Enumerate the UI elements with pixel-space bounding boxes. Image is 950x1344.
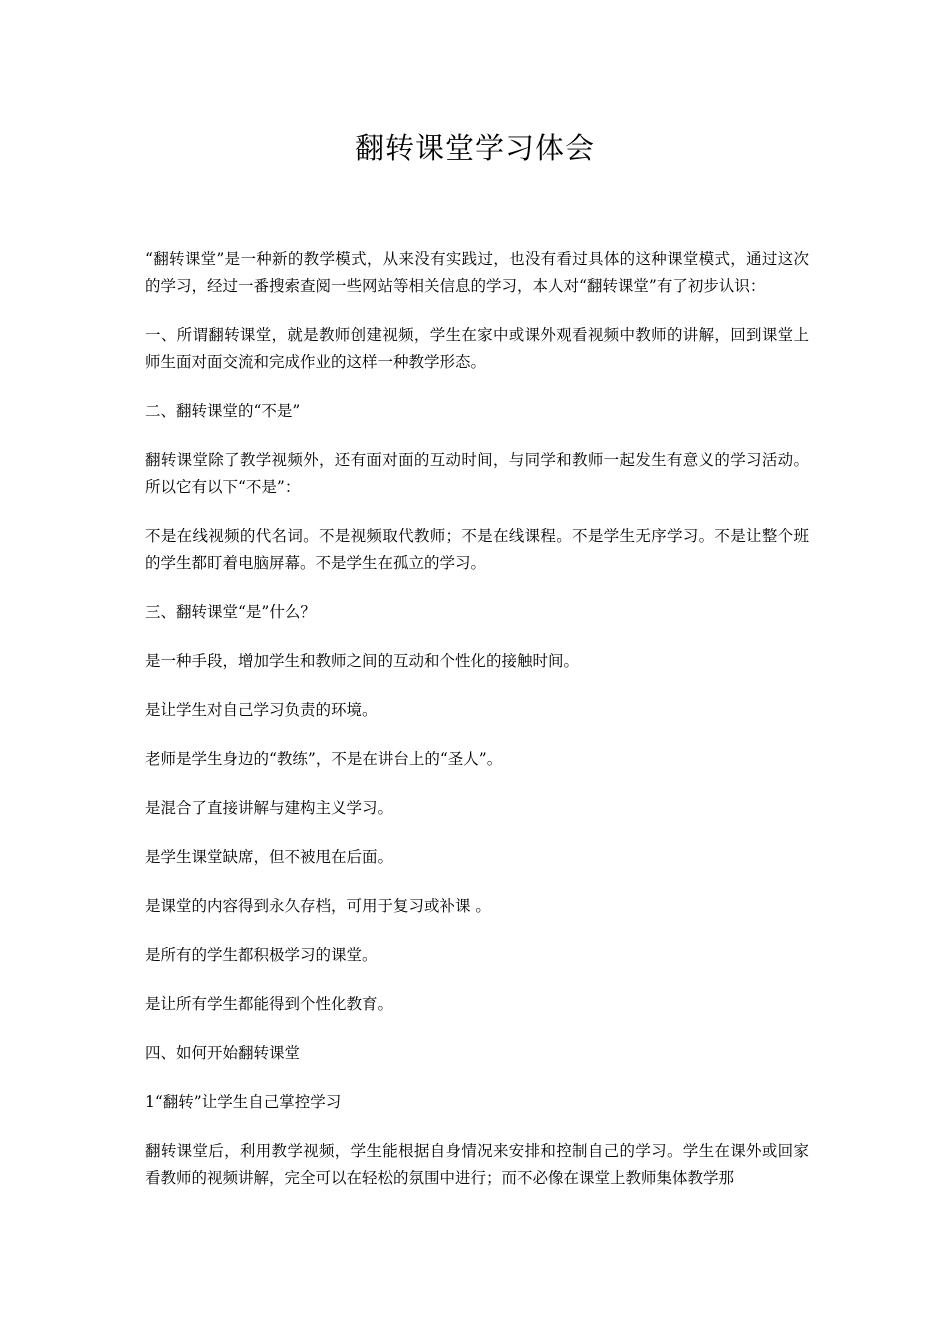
- list-item: 是让所有学生都能得到个性化教育。: [145, 995, 394, 1013]
- paragraph-not-list: 不是在线视频的代名词。不是视频取代教师；不是在线课程。不是学生无序学习。不是让整个班的学生都盯着电脑屏幕。不是学生在孤立的学习。: [145, 527, 809, 572]
- list-item: 是让学生对自己学习负责的环境。: [145, 701, 378, 719]
- list-item: 是混合了直接讲解与建构主义学习。: [145, 799, 394, 817]
- list-item: 是一种手段，增加学生和教师之间的互动和个性化的接触时间。: [145, 652, 580, 670]
- list-item: 是课堂的内容得到永久存档，可用于复习或补课 。: [145, 897, 491, 915]
- section-heading-3: 三、翻转课堂“是”什么？: [145, 603, 316, 621]
- section-heading-2: 二、翻转课堂的“不是”: [145, 402, 301, 420]
- list-item: 老师是学生身边的“教练”，不是在讲台上的“圣人”。: [145, 750, 503, 768]
- paragraph-section-2: 翻转课堂除了教学视频外，还有面对面的互动时间，与同学和教师一起发生有意义的学习活动。所以它有以下“不是”：: [145, 451, 809, 496]
- list-item: 是学生课堂缺席，但不被甩在后面。: [145, 848, 394, 866]
- document-title: 翻转课堂学习体会: [354, 131, 595, 165]
- document-body: [145, 246, 809, 1214]
- section-heading-4: 四、如何开始翻转课堂: [145, 1044, 301, 1062]
- paragraph-section-1: 一、所谓翻转课堂，就是教师创建视频，学生在家中或课外观看视频中教师的讲解，回到课堂上师生面对面交流和完成作业的这样一种教学形态。: [145, 326, 809, 371]
- list-item: 是所有的学生都积极学习的课堂。: [145, 946, 378, 964]
- paragraph-intro: “翻转课堂”是一种新的教学模式，从来没有实践过，也没有看过具体的这种课堂模式，通过这次的学习，经过一番搜索查阅一些网站等相关信息的学习，本人对“翻转课堂”有了初步认识：: [145, 250, 809, 295]
- subsection-heading-1: 1“翻转”让学生自己掌控学习: [145, 1093, 342, 1111]
- paragraph-subsection-1: 翻转课堂后，利用教学视频，学生能根据自身情况来安排和控制自己的学习。学生在课外或回家看教师的视频讲解，完全可以在轻松的氛围中进行；而不必像在课堂上教师集体教学那: [145, 1142, 809, 1187]
